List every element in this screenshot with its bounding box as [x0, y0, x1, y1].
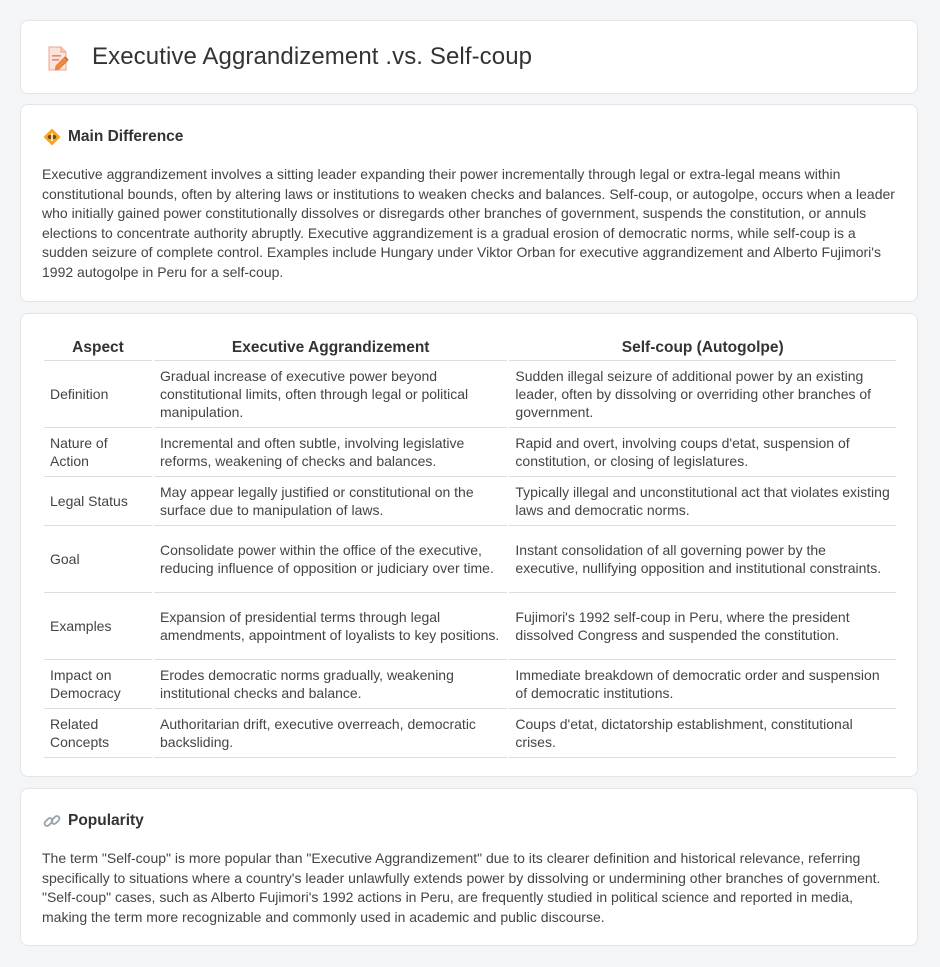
aspect-cell: Impact on Democracy: [44, 660, 152, 709]
aspect-cell: Nature of Action: [44, 428, 152, 477]
table-row: [44, 428, 896, 477]
page-title: Executive Aggrandizement .vs. Self-coup: [92, 43, 533, 70]
aspect-cell: Related Concepts: [44, 709, 152, 758]
executive-aggrandizement-cell: Incremental and often subtle, involving legislative reforms, weakening of checks and balances.: [154, 428, 507, 477]
main-difference-text: Executive aggrandizement involves a sitting leader expanding their power incrementally through legal or extra-legal means within constitutional bounds, often by altering laws or institutions to weaken checks and balances. Self-coup, or autogolpe, occurs when a leader who initially gained power constitutionally dissolves or disregards other branches of government, suspends the constitution, or annuls elections to concentrate authority abruptly. Executive aggrandizement is a gradual erosion of democratic norms, while self-coup is a sudden seizure of complete control. Examples include Hungary under Viktor Orban for executive aggrandizement and Alberto Fujimori's 1992 autogolpe in Peru for a self-coup.: [42, 166, 895, 280]
popularity-section: [20, 788, 918, 946]
table-row: [44, 477, 896, 526]
table-row: [44, 593, 896, 660]
comparison-section: [20, 313, 918, 777]
executive-aggrandizement-cell: Gradual increase of executive power beyond constitutional limits, often through legal or political manipulation.: [154, 361, 507, 428]
table-header-row: [44, 334, 896, 361]
aspect-cell: Examples: [44, 593, 152, 660]
table-row: [44, 361, 896, 428]
comparison-table: [42, 334, 898, 758]
header-aspect: Aspect: [44, 334, 152, 361]
popularity-heading: Popularity: [68, 812, 144, 829]
executive-aggrandizement-cell: Consolidate power within the office of the executive, reducing influence of opposition or judiciary over time.: [154, 526, 507, 593]
main-difference-heading: Main Difference: [68, 128, 184, 145]
aspect-cell: Definition: [44, 361, 152, 428]
main-difference-section: [20, 104, 918, 302]
header-executive-aggrandizement: Executive Aggrandizement: [154, 334, 507, 361]
executive-aggrandizement-cell: Expansion of presidential terms through legal amendments, appointment of loyalists to key positions.: [154, 593, 507, 660]
self-coup-cell: Rapid and overt, involving coups d'etat, suspension of constitution, or closing of legislatures.: [509, 428, 896, 477]
link-icon: [42, 811, 62, 831]
title-card: [20, 20, 918, 94]
document-edit-icon: [45, 45, 71, 73]
self-coup-cell: Immediate breakdown of democratic order and suspension of democratic institutions.: [509, 660, 896, 709]
executive-aggrandizement-cell: Erodes democratic norms gradually, weakening institutional checks and balance.: [154, 660, 507, 709]
self-coup-cell: Sudden illegal seizure of additional power by an existing leader, often by dissolving or overriding other branches of government.: [509, 361, 896, 428]
table-row: [44, 660, 896, 709]
aspect-cell: Goal: [44, 526, 152, 593]
popularity-text: The term "Self-coup" is more popular than "Executive Aggrandizement" due to its clearer definition and historical relevance, referring specifically to situations where a country's leader unlawfully extends power by dissolving or undermining other branches of government. "Self-coup" cases, such as Alberto Fujimori's 1992 actions in Peru, are frequently studied in political science and reported in media, making the term more recognizable and commonly used in academic and public discourse.: [42, 850, 881, 925]
self-coup-cell: Coups d'etat, dictatorship establishment, constitutional crises.: [509, 709, 896, 758]
aspect-cell: Legal Status: [44, 477, 152, 526]
diamond-badge-icon: [42, 127, 62, 147]
table-row: [44, 709, 896, 758]
self-coup-cell: Fujimori's 1992 self-coup in Peru, where the president dissolved Congress and suspended the constitution.: [509, 593, 896, 660]
executive-aggrandizement-cell: Authoritarian drift, executive overreach, democratic backsliding.: [154, 709, 507, 758]
header-self-coup: Self-coup (Autogolpe): [509, 334, 896, 361]
executive-aggrandizement-cell: May appear legally justified or constitutional on the surface due to manipulation of laws.: [154, 477, 507, 526]
table-row: [44, 526, 896, 593]
self-coup-cell: Typically illegal and unconstitutional act that violates existing laws and democratic norms.: [509, 477, 896, 526]
self-coup-cell: Instant consolidation of all governing power by the executive, nullifying opposition and institutional constraints.: [509, 526, 896, 593]
